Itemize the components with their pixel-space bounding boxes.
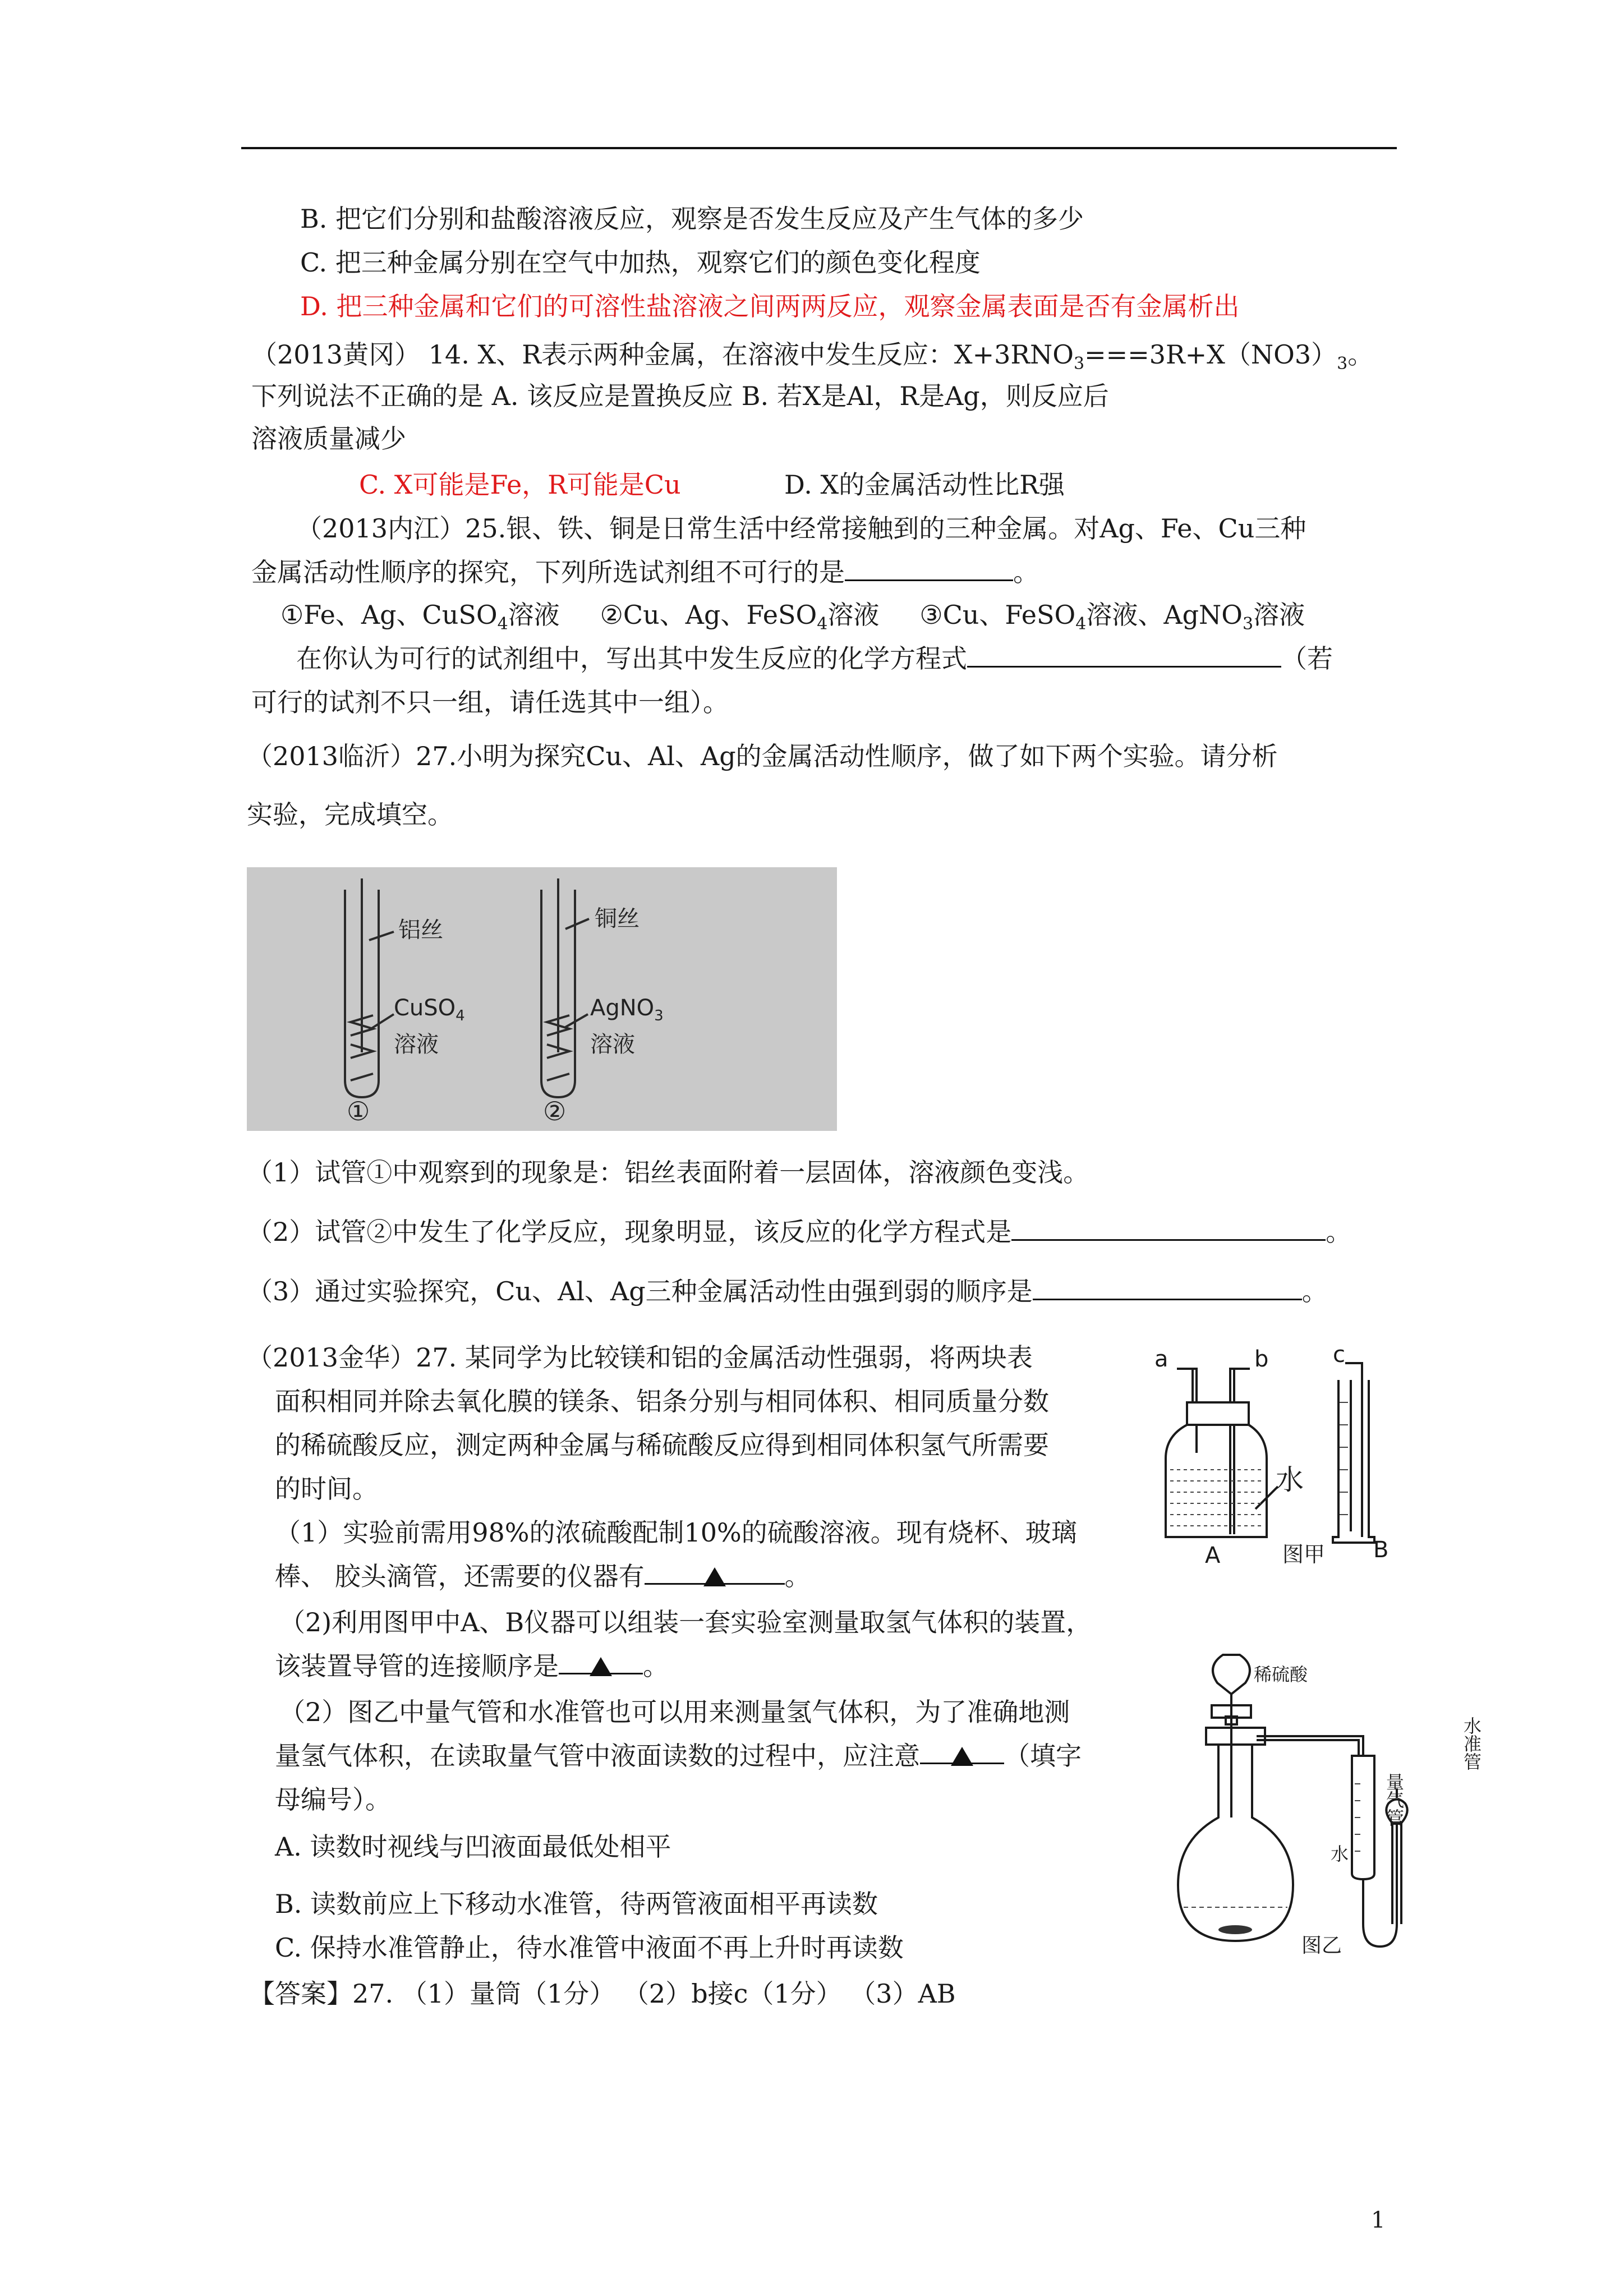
option-d-answer: D. 把三种金属和它们的可溶性盐溶液之间两两反应，观察金属表面是否有金属析出 [300,291,1240,321]
jh-line3: 的稀硫酸反应，测定两种金属与稀硫酸反应得到相同体积氢气所需要 [275,1430,1049,1460]
q25-line2-end: 。 [1013,557,1039,587]
fig1-sol2-label: AgNO$_3$ [590,995,664,1024]
fig1-wire1-label: 铝丝 [398,917,443,943]
fig1-sol1-label: CuSO$_4$ [394,995,465,1024]
equation-blank[interactable] [967,642,1281,668]
q25-line4-text: 在你认为可行的试剂组中，写出其中发生反应的化学方程式 [296,643,967,674]
option-c: C. 把三种金属分别在空气中加热，观察它们的颜色变化程度 [300,247,981,278]
jh-line4: 的时间。 [275,1474,378,1504]
equation-blank-2[interactable] [1011,1216,1326,1241]
q25-line4 [296,642,1333,675]
sub-4b: 4 [817,614,828,634]
fig2-label-A: A [1205,1543,1221,1568]
opt3-text-c: 溶液 [1253,600,1305,630]
q25-line2 [251,555,1039,589]
fig2-label-B: B [1373,1537,1389,1563]
jh-line11: 母编号）。 [275,1784,391,1815]
fig2-label-c: c [1333,1342,1345,1368]
page-number: 1 [1371,2207,1386,2233]
fig1-tube1-number: ① [347,1096,370,1126]
opt3-text: ③Cu、FeSO [919,600,1076,630]
q27-sub3 [247,1274,1328,1308]
opt2-text: ②Cu、Ag、FeSO [600,600,817,630]
jh-line8 [275,1649,669,1683]
jh-line10-end: （填字 [1004,1741,1082,1771]
jh-line8-end: 。 [643,1651,669,1681]
jh-line7: （2)利用图甲中A、B仪器可以组装一套实验室测量取氢气体积的装置， [279,1607,1092,1637]
q25-line5: 可行的试剂不只一组，请任选其中一组）。 [251,687,729,717]
triangle-icon [590,1657,612,1676]
sub-3c: 3 [1243,614,1254,634]
opt1-text-b: 溶液 [508,600,560,630]
sub-3: 3 [1074,354,1085,374]
q14-line3: 溶液质量减少 [251,424,406,454]
jh-line2: 面积相同并除去氧化膜的镁条、铝条分别与相同体积、相同质量分数 [275,1386,1049,1416]
opt1-text: ①Fe、Ag、CuSO [280,600,498,630]
attention-blank[interactable] [920,1739,1004,1764]
q27-sub2 [247,1215,1351,1249]
fig1-wire2-label: 铜丝 [595,906,640,932]
jh-option-a: A. 读数时视线与凹液面最低处相平 [275,1832,671,1862]
jh-line6-end: 。 [784,1561,811,1591]
fig3-gas-tube-label: 量气管 [1383,1773,1405,1826]
sub-4c: 4 [1075,614,1087,634]
figure-jia [1154,1342,1407,1582]
jh-line6 [275,1559,811,1593]
fig3-level-tube-label: 水准管 [1461,1717,1482,1770]
q14-line1 [251,338,1373,381]
option-b: B. 把它们分别和盐酸溶液反应，观察是否发生反应及产生气体的多少 [300,204,1084,234]
triangle-icon [951,1747,973,1766]
fig1-tube2-number: ② [543,1096,567,1126]
jh-line6-text: 棒、 胶头滴管，还需要的仪器有 [275,1561,645,1591]
q25-line4-end: （若 [1281,643,1333,674]
q14-text-a: （2013黄冈） 14. X、R表示两种金属，在溶液中发生反应：X+3RNO [251,339,1074,370]
fig2-label-a: a [1154,1346,1168,1372]
opt2-text-b: 溶液 [827,600,880,630]
test-tube-figure [247,867,837,1131]
order-connection-blank[interactable] [559,1649,643,1674]
q14-line2: 下列说法不正确的是 A. 该反应是置换反应 B. 若X是Al，R是Ag，则反应后 [251,381,1109,411]
sub-4: 4 [497,614,508,634]
q14-option-c-answer: C. X可能是Fe，R可能是Cu [359,470,681,500]
q14-text-b: ===3R+X（NO3） [1084,339,1337,370]
jh-option-b: B. 读数前应上下移动水准管，待两管液面相平再读数 [275,1889,878,1919]
fig3-acid-label: 稀硫酸 [1254,1664,1308,1685]
fig1-sol2-label-b: 溶液 [590,1032,635,1057]
q27-sub1: （1）试管①中观察到的现象是：铝丝表面附着一层固体，溶液颜色变浅。 [247,1157,1089,1188]
q27-sub3-end: 。 [1301,1276,1328,1306]
jh-line5: （1）实验前需用98%的浓硫酸配制10%的硫酸溶液。现有烧杯、玻璃 [275,1517,1077,1548]
figure-yi [1172,1638,1487,1969]
jh-line9: （2）图乙中量气管和水准管也可以用来测量氢气体积，为了准确地测 [279,1697,1070,1727]
q25-line1: （2013内江）25.银、铁、铜是日常生活中经常接触到的三种金属。对Ag、Fe、Cu三种 [296,513,1306,544]
q27-sub3-text: （3）通过实验探究，Cu、Al、Ag三种金属活动性由强到弱的顺序是 [247,1276,1033,1306]
order-blank[interactable] [1033,1275,1302,1300]
jh-line1: （2013金华）27. 某同学为比较镁和铝的金属活动性强弱，将两块表 [247,1342,1033,1373]
jh-line8-text: 该装置导管的连接顺序是 [275,1651,559,1681]
q14-option-d: D. X的金属活动性比R强 [784,470,1065,500]
triangle-icon [703,1567,726,1586]
opt3-text-b: 溶液、AgNO [1086,600,1243,630]
instrument-blank[interactable] [645,1559,785,1585]
jh-line10 [275,1739,1082,1773]
fig3-water-label: 水 [1331,1843,1349,1865]
answer-line: 【答案】27. （1）量筒（1分） （2）b接c（1分） （3）AB [249,1978,956,2009]
jh-line10-text: 量氢气体积，在读取量气管中液面读数的过程中，应注意 [275,1741,920,1771]
q27-line2: 实验，完成填空。 [247,799,453,830]
fig3-name: 图乙 [1301,1934,1342,1957]
q25-line2-text: 金属活动性顺序的探究，下列所选试剂组不可行的是 [251,557,845,587]
header-rule [241,147,1397,149]
fig2-label-water: 水 [1276,1464,1304,1496]
q14-text-c: 。 [1347,339,1374,370]
q27-line1: （2013临沂）27.小明为探究Cu、Al、Ag的金属活动性顺序，做了如下两个实验。请分析 [247,741,1278,771]
q27-sub2-end: 。 [1326,1217,1352,1247]
fig1-sol1-label-b: 溶液 [394,1032,439,1057]
sub-3b: 3 [1337,354,1348,374]
q27-sub2-text: （2）试管②中发生了化学反应，现象明显，该反应的化学方程式是 [247,1217,1012,1247]
fig2-name: 图甲 [1282,1542,1326,1567]
q25-options [280,598,1305,641]
answer-blank[interactable] [845,556,1013,581]
fig2-label-b: b [1254,1346,1269,1372]
jh-option-c: C. 保持水准管静止，待水准管中液面不再上升时再读数 [275,1932,904,1963]
